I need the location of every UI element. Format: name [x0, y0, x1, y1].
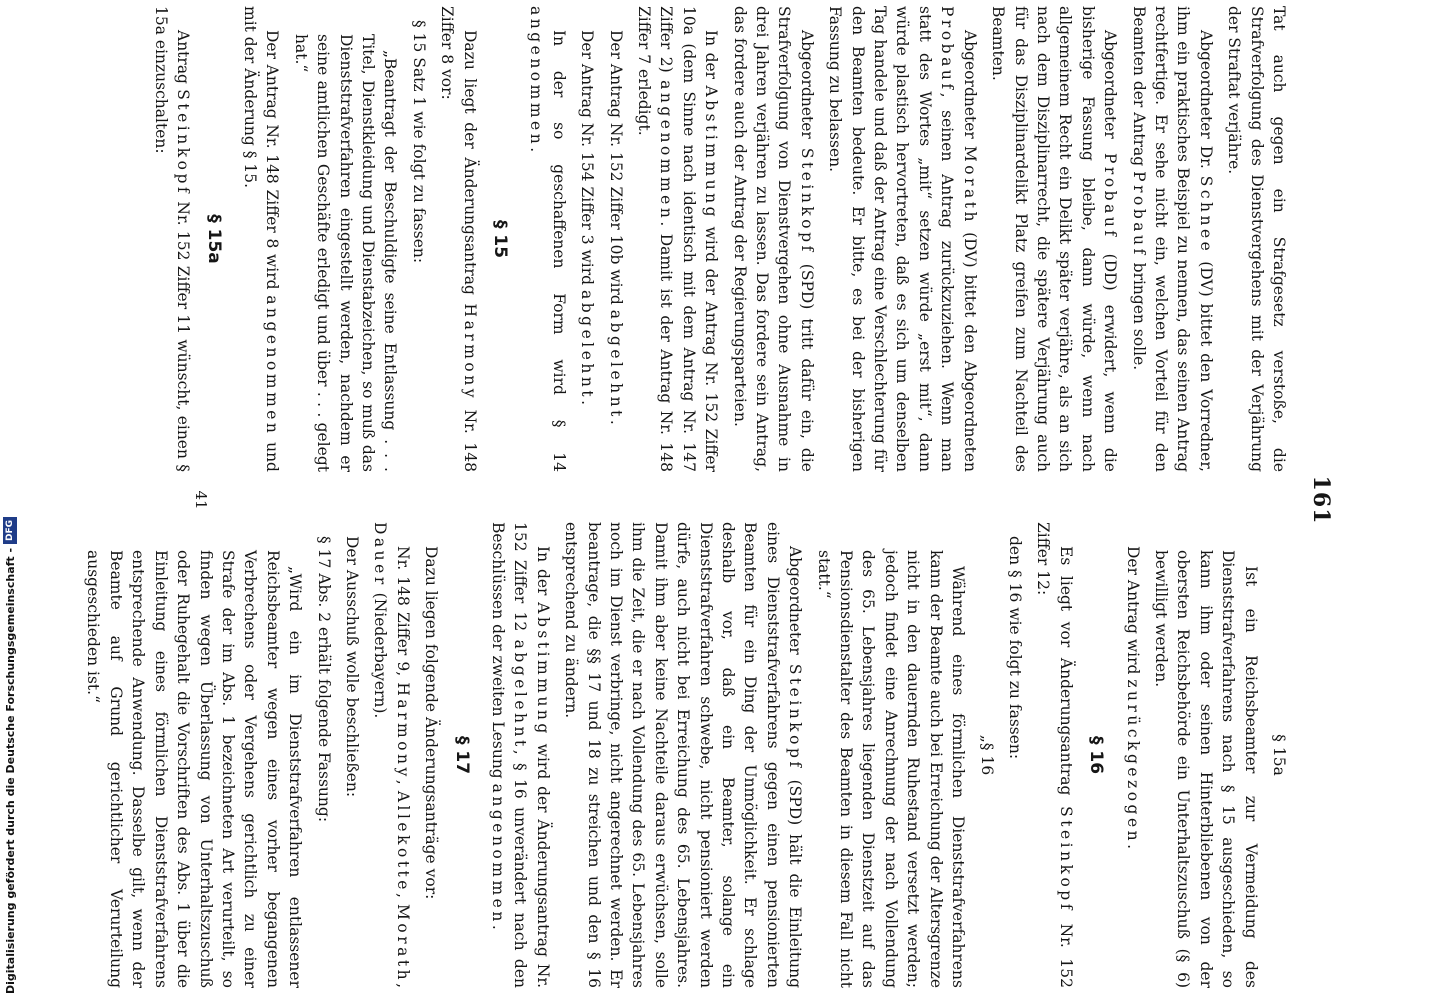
section-heading: § 15	[490, 219, 510, 259]
paragraph: Abgeordneter Probauf (DD) erwidert, wenn die bisherige Fassung bleibe, dann würde, wenn nach allgemeinem Recht ein Delikt später verjähre, als an sich nach dem Disziplinarrecht, die spätere Verjährung auch für das Disziplinardelikt Platz greifen zum Nachteil des Beamten.	[989, 6, 1120, 472]
page-number: 161	[1308, 475, 1334, 525]
paragraph: Abgeordneter Morath (DV) bittet den Abgeordneten Probauf, seinen Antrag zurückzuziehen. Wenn man statt des Wortes „mit“ setzen würde „erst mit“, dann würde plastisch hervortreten, daß es sich um denselben Tag handele und daß der Antrag eine Verschlechterung für den Beamten bedeute. Er bitte, es bei der bisherigen Fassung zu belassen.	[826, 6, 979, 472]
paragraph: Abgeordneter Dr. Schnee (DV) bittet den Vorredner, ihm ein praktisches Beispiel zu nennen, das seinen Antrag rechtfertige. Er sehe nicht ein, welchen Vorteil für den Beamten der Antrag Probauf bringen solle.	[1129, 6, 1215, 472]
section-reference: „§ 16	[977, 734, 996, 776]
paragraph: Dazu liegen folgende Änderungsanträge vor:	[422, 546, 441, 900]
left-column	[143, 6, 1290, 472]
paragraph: Der Ausschuß wolle beschließen:	[342, 536, 361, 798]
paragraph: § 15 Satz 1 wie folgt zu fassen:	[409, 20, 428, 264]
paragraph: § 17 Abs. 2 erhält folgende Fassung:	[314, 536, 333, 823]
quoted-text: Ist ein Reichsbeamter zur Vermeidung des Dienststrafverfahrens nach § 15 ausgeschieden, so kann ihm oder seinen Hinterbliebenen von der obersten Reichsbehörde ein Unterhaltszuschuß (§ 6) bewilligt werden.	[1151, 550, 1260, 988]
paragraph: Dazu liegt der Änderungsantrag Harmony Nr. 148 Ziffer 8 vor:	[438, 6, 479, 472]
paragraph: Der Antrag Nr. 148 Ziffer 8 wird angenommen und mit der Änderung § 15.	[240, 6, 282, 472]
paragraph: In der so geschaffenen Form wird § 14 angenommen.	[527, 6, 568, 472]
paragraph: In der Abstimmung wird der Änderungsantrag Nr. 152 Ziffer 12 abgelehnt, § 16 unverändert nach den Beschlüssen der zweiten Lesung angenommen.	[489, 522, 552, 989]
paragraph: Tat auch gegen ein Strafgesetz verstoße, die Strafverfolgung des Dienstvergehens mit der Verjährung der Straftat verjähre.	[1225, 6, 1288, 472]
digitization-footer	[0, 0, 20, 1000]
paragraph: Es liegt vor Änderungsantrag Steinkopf Nr. 152 Ziffer 12:	[1034, 522, 1075, 989]
section-heading: § 15a	[203, 214, 224, 264]
paragraph: Antrag Steinkopf Nr. 152 Ziffer 11 wünscht, einen § 15a einzuschalten:	[151, 6, 193, 473]
quoted-text: Während eines förmlichen Dienststrafverfahrens kann der Beamte auch bei Erreichung der Altersgrenze nicht in den dauernden Ruhestand versetzt werden; jedoch findet eine Anrechnung der nach Vollendung des 65. Lebensjahres liegenden Dienstzeit auf das Pensionsdienstalter des Beamten in diesem Fall nicht statt.“	[814, 550, 968, 988]
paragraph: Nr. 148 Ziffer 9, Harmony, Allekotte, Morath, Dauer (Niederbayern).	[371, 522, 412, 989]
section-reference: § 15a	[1270, 734, 1288, 776]
footer-page-number: 41	[192, 490, 210, 510]
paragraph: Abgeordneter Steinkopf (SPD) tritt dafür ein, die Strafverfolgung von Dienstvergehen ohne Ausnahme in drei Jahren verjähren zu lassen. Das fordere sein Antrag, das fordere auch der Antrag der Regierungsparteien.	[730, 6, 816, 472]
paragraph: Der Antrag Nr. 154 Ziffer 3 wird abgelehnt.	[578, 30, 597, 406]
section-heading: § 16	[1086, 735, 1107, 775]
right-column	[76, 522, 1290, 988]
paragraph: Der Antrag Nr. 152 Ziffer 10b wird abgelehnt.	[606, 30, 625, 425]
paragraph: Abgeordneter Steinkopf (SPD) hält die Einleitung eines Dienststrafverfahrens gegen einen pensionierten Beamten für ein Ding der Unmöglichkeit. Er schlage deshalb vor, daß ein Beamter, solange ein Dienststrafverfahren schwebe, nicht pensioniert werden dürfe, auch nicht bei Erreichung des 65. Lebensjahres. Damit ihm aber keine Nachteile daraus erwüchsen, solle ihm die Zeit, die er nach Vollendung des 65. Lebensjahres noch im Dienst verbringe, nicht angerechnet werden. Er beantrage, die §§ 17 und 18 zu streichen und den § 16 entsprechend zu ändern.	[562, 522, 805, 988]
quoted-text: „Wird ein im Dienststrafverfahren entlassener Reichsbeamter wegen eines vorher begangenen Verbrechens oder Vergehens gerichtlich zu einer Strafe der im Abs. 1 bezeichneten Art verurteilt, so finden wegen Überlassung von Unterhaltszuschuß oder Ruhegehalt die Vorschriften des Abs. 1 über die Einleitung eines förmlichen Dienststrafverfahrens entsprechende Anwendung. Dasselbe gilt, wenn der Beamte auf Grund gerichtlicher Verurteilung ausgeschieden ist.“	[84, 550, 305, 988]
paragraph: In der Abstimmung wird der Antrag Nr. 152 Ziffer 10a (dem Sinne nach identisch mit dem Antrag Nr. 147 Ziffer 2) angenommen. Damit ist der Antrag Nr. 148 Ziffer 7 erledigt.	[635, 6, 721, 473]
rotated-page	[84, 0, 1334, 1000]
section-heading: § 17	[451, 735, 472, 775]
footer-text: Digitalisierung gefördert durch die Deutsche Forschungsgemeinschaft -	[3, 547, 17, 994]
quoted-text: „Beantragt der Beschuldigte seine Entlassung . . . Titel, Dienstkleidung und Dienstabzeichen, so muß das Dienststrafverfahren eingestellt werden, nachdem er seine amtlichen Geschäfte erledigt und über . . . gelegt hat.“	[291, 34, 400, 472]
paragraph: Der Antrag wird zurückgezogen.	[1123, 546, 1142, 850]
paragraph: den § 16 wie folgt zu fassen:	[1005, 536, 1024, 760]
dfg-logo-icon: DFG	[3, 517, 17, 544]
